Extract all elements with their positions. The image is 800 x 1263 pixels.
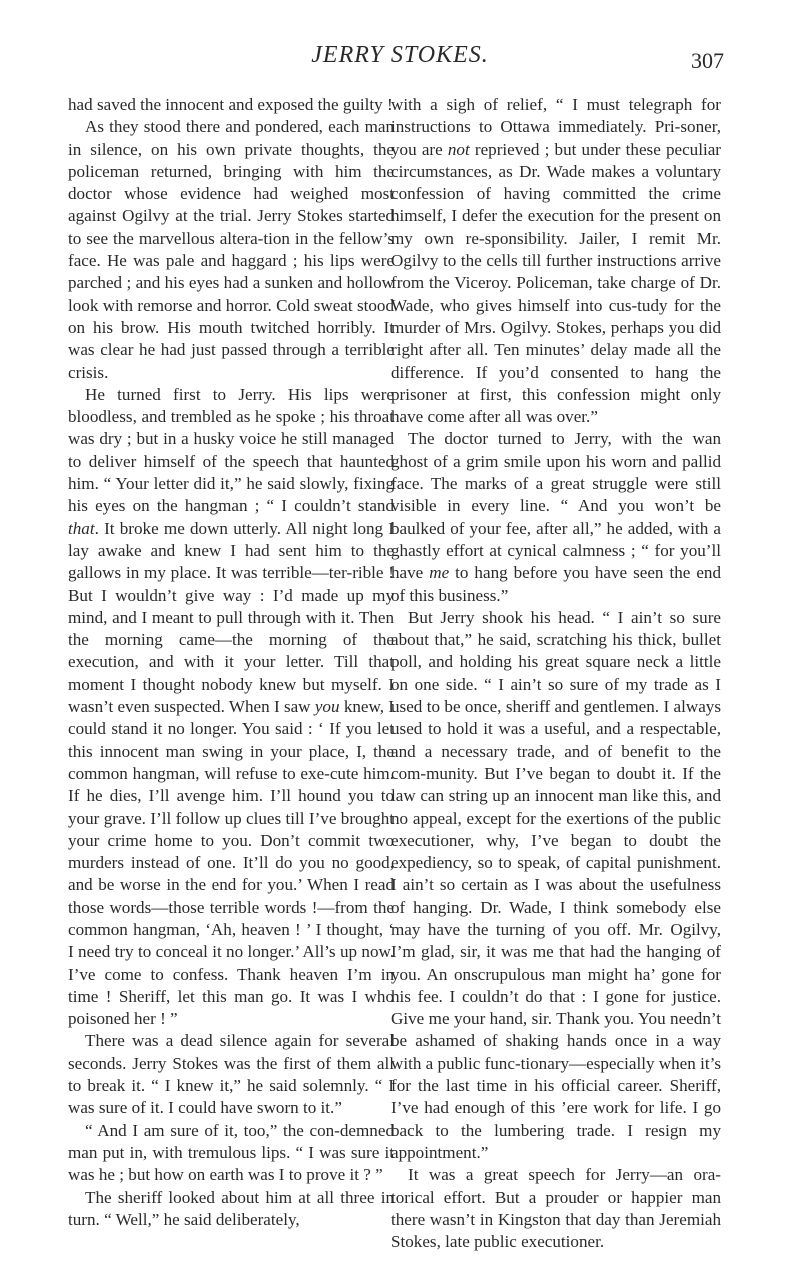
page-header bbox=[0, 42, 800, 82]
emphasis: not bbox=[447, 139, 470, 159]
paragraph: As they stood there and pondered, each man in silence, on his own private thoughts, the policeman returned, bringing with him the doctor whose evidence had weighed most against Ogilvy at the trial. Jerry Stokes started to see the marvellous altera-tion in the fellow’s face. He was pale and haggard ; his lips were parched ; and his eyes had a sunken and hollow look with remorse and horror. Cold sweat stood on his brow. His mouth twitched horribly. It was clear he had just passed through a terrible crisis. bbox=[68, 117, 394, 382]
paragraph: The sheriff looked about him at all three in turn. “ Well,” he said deliberately, bbox=[68, 1187, 394, 1229]
paragraph: It was a great speech for Jerry—an ora-torical effort. But a prouder or happier man there wasn’t in Kingston that day than Jeremiah Stokes, late public executioner. bbox=[391, 1165, 721, 1252]
text-run: knew, I could stand it no longer. You said : ‘ If you let this innocent man swing in your place, I, the common hangman, will refuse to exe-cute him. If he dies, I’ll avenge him. I’ll hound you to your grave. I’ll follow up clues till I’ve brought your crime home to you. Don’t commit two murders instead of one. It’ll do you no good, and be worse in the end for you.’ When I read those words—those terrible words !—from the common hangman, ‘Ah, heaven ! ’ I thought, ‘ I need try to conceal it no longer.’ All’s up now. I’ve come to confess. Thank heaven I’m in time ! Sheriff, let this man go. It was I who poisoned her ! ” bbox=[68, 697, 394, 1029]
left-column bbox=[68, 94, 394, 1231]
running-head: JERRY STOKES. bbox=[311, 42, 489, 68]
emphasis: me bbox=[429, 563, 450, 583]
paragraph: There was a dead silence again for several seconds. Jerry Stokes was the first of them all to break it. “ I knew it,” he said solemnly. “ I was sure of it. I could have sworn to it.” bbox=[68, 1031, 394, 1118]
right-column bbox=[391, 94, 721, 1253]
text-run: with a sigh of relief, “ I must telegraph for instructions to Ottawa immediately. Pri-soner, you are bbox=[391, 95, 721, 159]
emphasis: that bbox=[68, 518, 95, 538]
text-run: to hang before you have seen the end of this business.” bbox=[391, 563, 721, 605]
paragraph: But Jerry shook his head. “ I ain’t so sure about that,” he said, scratching his thick, bullet poll, and holding his great square neck a little on one side. “ I ain’t so sure of my trade as I used to be once, sheriff and gentlemen. I always used to hold it was a useful, and a respectable, and a necessary trade, and of benefit to the com-munity. But I’ve began to doubt it. If the law can string up an innocent man like this, and no appeal, except for the exertions of the public executioner, why, I’ve began to doubt the expediency, so to speak, of capital punishment. I ain’t so certain as I was about the usefulness of hanging. Dr. Wade, I think somebody else may have the turning of you off. Mr. Ogilvy, I’m glad, sir, it was me that had the hanging of you. An onscrupulous man might ha’ gone for his fee. I couldn’t do that : I gone for justice. Give me your hand, sir. Thank you. You needn’t be ashamed of shaking hands once in a way with a public func-tionary—especially when it’s for the last time in his official career. Sheriff, I’ve had enough of this ’ere work for life. I go back to the lumbering trade. I resign my appointment.” bbox=[391, 607, 721, 1162]
paragraph bbox=[391, 94, 721, 428]
page-number: 307 bbox=[691, 48, 724, 73]
paragraph bbox=[68, 384, 394, 1031]
paragraph: had saved the innocent and exposed the guilty ! bbox=[68, 95, 393, 114]
text-run: reprieved ; but under these peculiar circumstances, as Dr. Wade makes a voluntary confession of having committed the crime himself, I defer the execution for the present on my own re-sponsibility. Jailer, I remit Mr. Ogilvy to the cells till further instructions arrive from the Viceroy. Policeman, take charge of Dr. Wade, who gives himself into cus-tudy for the murder of Mrs. Ogilvy. Stokes, perhaps you did right after all. Ten minutes’ delay made all the difference. If you’d consented to hang the prisoner at first, this confession might only have come after all was over.” bbox=[391, 139, 722, 427]
text-run: He turned first to Jerry. His lips were bloodless, and trembled as he spoke ; his throat was dry ; but in a husky voice he still managed to deliver himself of the speech that haunted him. “ Your letter did it,” he said slowly, fixing his eyes on the hangman ; “ I couldn’t stand bbox=[68, 384, 394, 516]
text-run: . It broke me down utterly. All night long I lay awake and knew I had sent him to the gallows in my place. It was terrible—ter-rible ! But I wouldn’t give way : I’d made up my mind, and I meant to pull through with it. Then the morning came—the morning of the execution, and with it your letter. Till that moment I thought nobody knew but myself. I wasn’t even suspected. When I saw bbox=[68, 518, 394, 717]
text-run: The doctor turned to Jerry, with the wan ghost of a grim smile upon his worn and pallid face. The marks of a great struggle were still visible in every line. “ And you won’t be baulked of your fee, after all,” he added, with a ghastly effort at cynical calmness ; “ for you’ll have bbox=[391, 429, 721, 583]
paragraph: “ And I am sure of it, too,” the con-demned man put in, with tremulous lips. “ I was sure it was he ; but how on earth was I to prove it ? ” bbox=[68, 1120, 394, 1185]
paragraph bbox=[391, 428, 721, 606]
emphasis: you bbox=[314, 697, 340, 717]
